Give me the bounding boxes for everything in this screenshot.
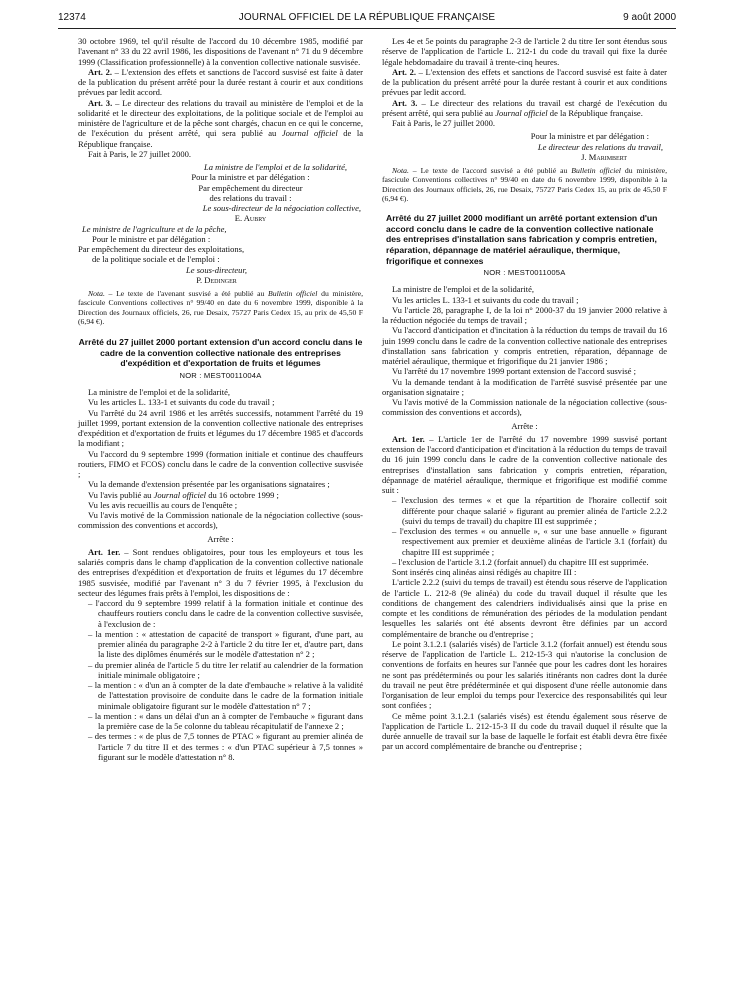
vu-clause: Vu l'avis publié au Journal officiel du 16 octobre 1999 ; (88, 489, 279, 500)
article-label: Art. 1er. (88, 546, 121, 557)
signature-minister: Le ministre de l'agriculture et de la pêche, (82, 223, 227, 234)
article-text: – L'extension des effets et sanctions de l'accord susvisé est faite à dater de la publication du présent arrêté pour la durée restant à courir et aux conditions prévues par ledit accord. (382, 66, 668, 98)
journal-ref: Journal officiel (495, 107, 548, 118)
vu-clause: Vu l'arrêté du 24 avril 1986 et les arrêtés successifs, notamment l'arrêté du 19 juillet 1999, portant extension de la convention collective nationale des entreprises d'expédition et d'exportation de fruits et légumes du 17 décembre 1985 et d'accords la modifiant ; (78, 407, 363, 449)
article-1 (382, 434, 667, 496)
vu-clause: Vu les articles L. 133-1 et suivants du code du travail ; (88, 397, 275, 408)
signature-line: des relations du travail : (209, 192, 292, 203)
left-column (78, 36, 363, 762)
dash-item: – la mention : « attestation de capacité de transport » figurant, d'une part, au premier alinéa du paragraphe 2-2 à l'article 2 du titre Ier et, d'autre part, dans la liste des diplômes énumérés sur le modèle d'attestation n° 2 ; (88, 628, 363, 660)
article-label: Art. 3. (392, 97, 418, 108)
signature-role: Le sous-directeur, (186, 264, 247, 275)
arrete-heading: Arrête : (207, 533, 234, 544)
dash-item: – du premier alinéa de l'article 5 du titre Ier relatif au calendrier de la formation initiale minimale obligatoire ; (88, 659, 363, 680)
vu-clause: Vu les articles L. 133-1 et suivants du code du travail ; (392, 294, 579, 305)
vu-clause: Vu l'article 28, paragraphe I, de la loi n° 2000-37 du 19 janvier 2000 relative à la réduction négociée du temps de travail ; (382, 304, 667, 326)
dash-item: – la mention : « dans un délai d'un an à compter de l'embauche » figurant dans la première case de la 5e colonne du tableau récapitulatif de l'annexe 2 ; (88, 710, 363, 732)
fait-line: Fait à Paris, le 27 juillet 2000. (88, 148, 192, 159)
bulletin-ref: Bulletin officiel (571, 166, 621, 175)
article-label: Art. 1er. (392, 433, 425, 444)
nota: Nota. – Le texte de l'accord susvisé a été publié au Bulletin officiel du ministère, fascicule Conventions collectives n° 99/40 en date du 6 novembre 1999, disponible à la Direction des Journaux officiels, 26, rue Desaix, 75727 Paris Cedex 15, au prix de 45,50 F (6,94 €). (382, 166, 667, 203)
article-text: – L'extension des effets et sanctions de l'accord susvisé est faite à dater de la publication du présent arrêté pour la durée restant à courir et aux conditions prévues par ledit accord. (78, 66, 364, 98)
signatory-name: P. Dedinger (196, 274, 237, 285)
signature-role: Le sous-directeur de la négociation collective, (202, 203, 361, 213)
nota-label: Nota. (392, 166, 409, 175)
header-rule (58, 28, 676, 29)
article-label: Art. 2. (392, 66, 416, 77)
signature-line: Pour le ministre et par délégation : (92, 233, 211, 244)
vu-clause: Vu l'avis motivé de la Commission nationale de la négociation collective (sous-commission des conventions et accords), (382, 397, 667, 418)
signature-role: Le directeur des relations du travail, (537, 141, 663, 152)
dash-item: – des termes : « de plus de 7,5 tonnes de PTAC » figurant au premier alinéa de l'article 7 du titre II et des termes : « d'un PTAC supérieur à 7,5 tonnes » figurant sur le modèle d'attestation n° 8. (88, 731, 363, 762)
vu-clause: Vu l'accord d'anticipation et d'incitation à la réduction du temps de travail du 16 juin 1999 conclu dans le cadre de la convention collective nationale des entreprises d'installation sans fabrication y compris entretien, réparation, dépannage de matériel aéraulique, thermique et frigorifique du 21 janvier 1986 ; (382, 325, 667, 367)
nor-reference: NOR : MESТ0011004A (179, 370, 262, 380)
article-label: Art. 3. (88, 97, 113, 108)
intro-paragraph: Les 4e et 5e points du paragraphe 2-3 de l'article 2 du titre Ier sont étendus sous réserve de l'application de l'article L. 212-1 du code du travail qui fixe la durée légale hebdomadaire du travail à trente-cinq heures. (382, 36, 667, 67)
signatory-name: J. Marimbert (581, 151, 627, 162)
vu-clause: Vu l'arrêté du 17 novembre 1999 portant extension de l'accord susvisé ; (392, 366, 636, 377)
body-paragraph: Le point 3.1.2.1 (salariés visés) de l'article 3.1.2 (forfait annuel) est étendu sous réserve de l'application de l'article L. 212-15-3 qui n'autorise la conclusion de conventions de forfaits en heures sur l'année que pour les cadres dont les horaires ne sont pas prédéterminés ou pour les salariés itinérants non cadres dont la durée du travail ne peut être prédéterminée et qui disposent d'une réelle autonomie dans l'organisation de leur emploi du temps pour l'exercice des responsabilités qui leur sont confiées ; (382, 638, 667, 711)
signature-line: Pour la ministre et par délégation : (530, 131, 649, 142)
signature-line: de la politique sociale et de l'emploi : (92, 254, 220, 265)
vu-clause: Vu l'avis motivé de la Commission nationale de la négociation collective (sous-commission des conventions et accords), (78, 510, 363, 531)
body-paragraph: L'article 2.2.2 (suivi du temps de travail) est étendu sous réserve de l'application de l'article L. 212-8 (9e alinéa) du code du travail duquel il résulte que les conditions de changement des calendriers individualisés ainsi que la prise en compte et les conditions de rémunération des périodes de la modulation pendant lesquelles les salariés ont été absents devront être définies par un accord complémentaire de branche ou d'entreprise ; (382, 577, 667, 639)
nota-label: Nota. (88, 289, 105, 298)
signatory-name: E. Aubry (234, 213, 267, 224)
fait-line: Fait à Paris, le 27 juillet 2000. (392, 118, 496, 128)
article-2 (78, 67, 363, 98)
vu-clause: Vu la demande tendant à la modification de l'arrêté susvisé présentée par une organisation signataire ; (382, 376, 667, 397)
article-3 (78, 98, 363, 149)
signature-line: Par empêchement du directeur des exploitations, (78, 244, 245, 254)
dash-item: – l'exclusion de l'article 3.1.2 (forfait annuel) du chapitre III est supprimée. (392, 556, 649, 567)
journal-title: JOURNAL OFFICIEL DE LA RÉPUBLIQUE FRANÇAISE (238, 12, 496, 23)
dash-item: – l'exclusion des termes « ou annuelle », « sur une base annuelle » figurant respectivement aux premier et deuxième alinéas de l'article 3.1 (forfait) du chapitre III est supprimée ; (392, 526, 667, 557)
article-1 (78, 547, 363, 598)
signature-line: Par empêchement du directeur (198, 182, 303, 193)
signature-minister: La ministre de l'emploi et de la solidarité, (204, 162, 347, 172)
vu-clause: Vu les avis recueillis au cours de l'enquête ; (88, 499, 238, 510)
journal-ref: Journal officiel (153, 489, 207, 500)
nor-reference: NOR : MESТ0011005A (483, 268, 566, 278)
intro-paragraph: 30 octobre 1969, tel qu'il résulte de l'accord du 10 décembre 1985, modifié par l'avenant n° 33 du 22 avril 1986, les dispositions de l'avenant n° 71 du 9 décembre 1999 (Classification professionnelle) à la convention collective nationale susvisée. (78, 36, 363, 67)
article-2 (382, 67, 667, 98)
article-text: – Sont rendues obligatoires, pour tous les employeurs et tous les salariés compris dans le champ d'application de la convention collective nationale des entreprises d'expédition et d'exportation de fruits et légumes du 17 décembre 1985 susvisée, modifié par l'avenant n° 3 du 7 février 1995, à l'exclusion du secteur des légumes frais prêts à l'emploi, les dispositions de : (78, 546, 363, 598)
minister-line: La ministre de l'emploi et de la solidarité, (392, 284, 535, 295)
decree-title: Arrêté du 27 juillet 2000 portant extension d'un accord conclu dans le cadre de la convention collective nationale des entreprises d'expédition et d'exportation de fruits et légumes (78, 337, 363, 369)
decree-title: Arrêté du 27 juillet 2000 modifiant un arrêté portant extension d'un accord conclu dans le cadre de la convention collective nationale des entreprises d'installation sans fabrication y compris entretien, réparation, dépannage de matériel aéraulique, thermique, frigorifique et connexes (386, 213, 658, 266)
journal-ref: Journal officiel (281, 128, 338, 139)
article-3 (382, 98, 667, 119)
right-column (382, 36, 667, 752)
signature-line: Pour la ministre et par délégation : (191, 172, 310, 183)
arrete-heading: Arrête : (511, 420, 538, 431)
issue-date: 9 août 2000 (623, 12, 676, 23)
body-paragraph: Sont insérés cinq alinéas ainsi rédigés au chapitre III : (392, 567, 577, 578)
vu-clause: Vu l'accord du 9 septembre 1999 (formation initiale et continue des chauffeurs routiers, FIMO et FCOS) conclu dans le cadre de la convention collective susvisée ; (78, 448, 363, 480)
dash-item: – l'accord du 9 septembre 1999 relatif à la formation initiale et continue des chauffeurs routiers conclu dans le cadre de la convention collective susvisée, à l'exclusion de : (88, 598, 363, 629)
bulletin-ref: Bulletin officiel (268, 289, 318, 298)
page-header (58, 12, 676, 28)
page-number: 12374 (58, 12, 86, 23)
article-label: Art. 2. (88, 66, 112, 77)
article-text: – Le directeur des relations du travail au ministère de l'emploi et de la solidarité et le directeur des exploitations, de la politique sociale et de l'emploi au ministère de l'agriculture et de la pêche sont chargés, chacun en ce qui le concerne, de l'exécution du présent arrêté, qui sera publié au (78, 97, 364, 139)
article-text: – L'article 1er de l'arrêté du 17 novembre 1999 susvisé portant extension de l'accord d'anticipation et d'incitation à la réduction du temps de travail du 16 juin 1999 conclu dans le cadre de la convention collective nationale des entreprises d'installation sans fabrication y compris entretien, réparation, dépannage de matériel aéraulique, thermique et frigorifique est modifié comme suit : (382, 433, 667, 496)
nota: Nota. – Le texte de l'avenant susvisé a été publié au Bulletin officiel du ministère, fascicule Conventions collectives n° 99/40 en date du 6 novembre 1999, disponible à la Direction des Journaux officiels, 26, rue Desaix, 75727 Paris Cedex 15, au prix de 45,50 F (6,94 €). (78, 289, 364, 326)
dash-item: – l'exclusion des termes « et que la répartition de l'horaire collectif soit différente pour chaque salarié » figurant au premier alinéa de l'article 2.2.2 (suivi du temps de travail) du chapitre III est supprimée ; (392, 495, 667, 526)
article-text: – Le directeur des relations du travail est chargé de l'exécution du présent arrêté, qui sera publié au (382, 97, 667, 118)
article-text: de la République française. (78, 128, 364, 149)
minister-line: La ministre de l'emploi et de la solidarité, (88, 387, 231, 398)
body-paragraph: Ce même point 3.1.2.1 (salariés visés) est étendu également sous réserve de l'application de l'article L. 212-15-3 II du code du travail duquel il résulte que la durée annuelle de travail sur la base de laquelle le forfait est établi devra être fixée par un accord complémentaire de branche ou d'entreprise ; (382, 710, 667, 752)
article-text: de la République française. (547, 107, 643, 118)
vu-clause: Vu la demande d'extension présentée par les organisations signataires ; (88, 479, 330, 490)
dash-item: – la mention : « d'un an à compter de la date d'embauche » relative à la validité de l'attestation provisoire de conduite dans le cadre de la formation initiale minimale obligatoire figurant sur le modèle d'attestation n° 7 ; (88, 680, 363, 711)
